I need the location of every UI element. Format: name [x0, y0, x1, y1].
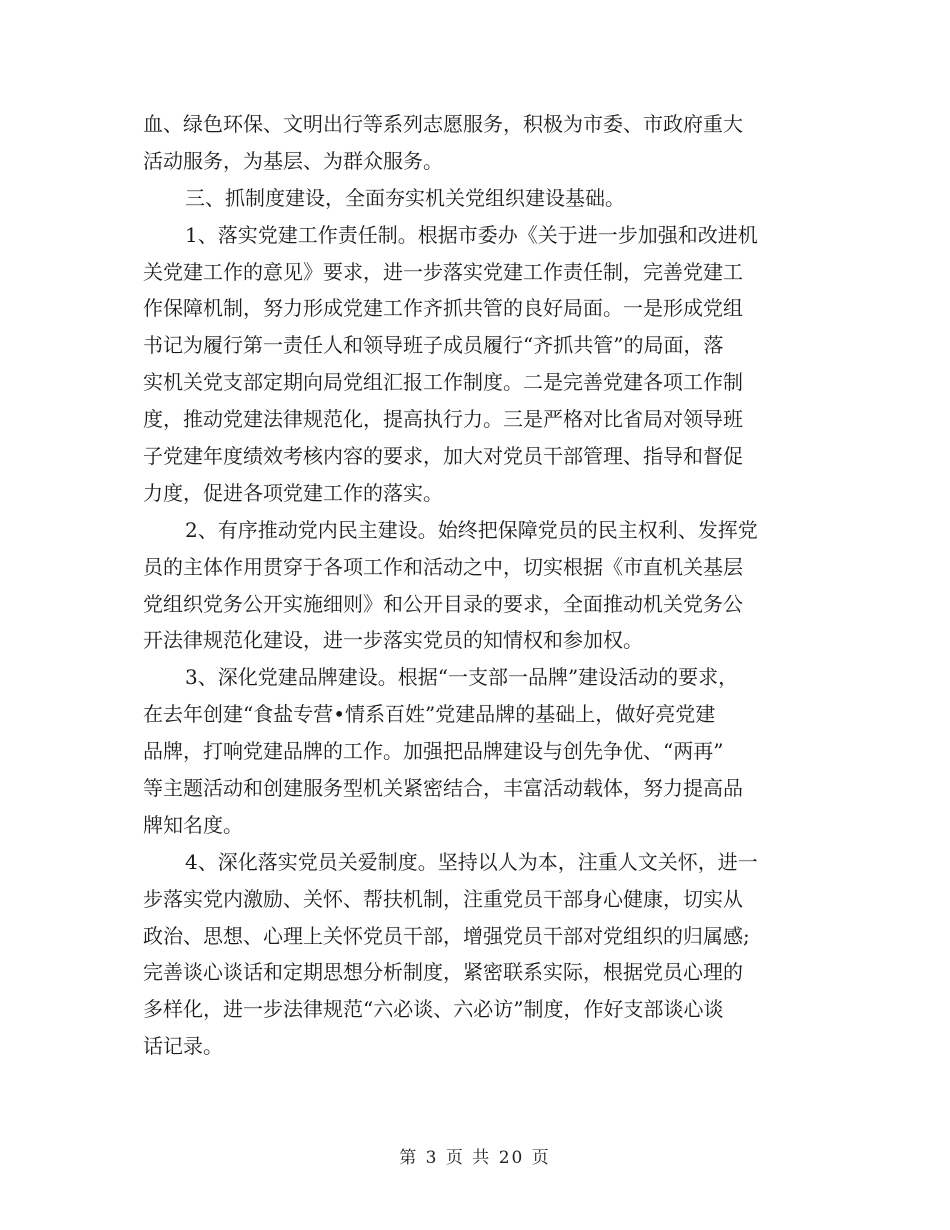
text-line: 完善谈心谈话和定期思想分析制度，紧密联系实际，根据党员心理的 [143, 960, 743, 985]
text-line: 子党建年度绩效考核内容的要求，加大对党员干部管理、指导和督促 [143, 444, 743, 469]
text-line: 多样化，进一步法律规范“六必谈、六必访”制度，作好支部谈心谈 [143, 997, 724, 1022]
text-line: 实机关党支部定期向局党组汇报工作制度。二是完善党建各项工作制 [143, 370, 743, 395]
text-line: 3、深化党建品牌建设。根据“一支部一品牌”建设活动的要求， [185, 665, 739, 690]
text-line: 话记录。 [143, 1034, 223, 1059]
text-line: 4、深化落实党员关爱制度。坚持以人为本，注重人文关怀，进一 [185, 849, 758, 874]
page-number-footer: 第 3 页 共 20 页 [399, 1148, 551, 1168]
text-line: 关党建工作的意见》要求，进一步落实党建工作责任制，完善党建工 [143, 259, 743, 284]
text-line: 党组织党务公开实施细则》和公开目录的要求，全面推动机关党务公 [143, 591, 743, 616]
text-line: 活动服务，为基层、为群众服务。 [143, 148, 443, 173]
text-line: 血、绿色环保、文明出行等系列志愿服务，积极为市委、市政府重大 [143, 112, 743, 136]
text-line: 1、落实党建工作责任制。根据市委办《关于进一步加强和改进机 [185, 222, 758, 247]
text-line: 作保障机制，努力形成党建工作齐抓共管的良好局面。一是形成党组 [143, 296, 743, 321]
text-line: 等主题活动和创建服务型机关紧密结合，丰富活动载体，努力提高品 [143, 776, 743, 801]
text-line: 员的主体作用贯穿于各项工作和活动之中，切实根据《市直机关基层 [143, 554, 743, 579]
text-line: 力度，促进各项党建工作的落实。 [143, 480, 443, 505]
text-line: 2、有序推动党内民主建设。始终把保障党员的民主权利、发挥党 [185, 517, 758, 542]
section-heading: 三、抓制度建设，全面夯实机关党组织建设基础。 [185, 185, 625, 210]
text-line: 政治、思想、心理上关怀党员干部，增强党员干部对党组织的归属感; [143, 923, 750, 948]
document-body [143, 106, 809, 1065]
text-line: 品牌，打响党建品牌的工作。加强把品牌建设与创先争优、“两再” [143, 739, 724, 764]
text-line: 牌知名度。 [143, 812, 243, 837]
text-line: 在去年创建“食盐专营•情系百姓”党建品牌的基础上，做好亮党建 [143, 702, 716, 727]
text-line: 度，推动党建法律规范化，提高执行力。三是严格对比省局对领导班 [143, 407, 743, 432]
text-line: 步落实党内激励、关怀、帮扶机制，注重党员干部身心健康，切实从 [143, 886, 743, 911]
text-line: 开法律规范化建设，进一步落实党员的知情权和参加权。 [143, 628, 643, 653]
text-line: 书记为履行第一责任人和领导班子成员履行“齐抓共管”的局面，落 [143, 333, 724, 358]
